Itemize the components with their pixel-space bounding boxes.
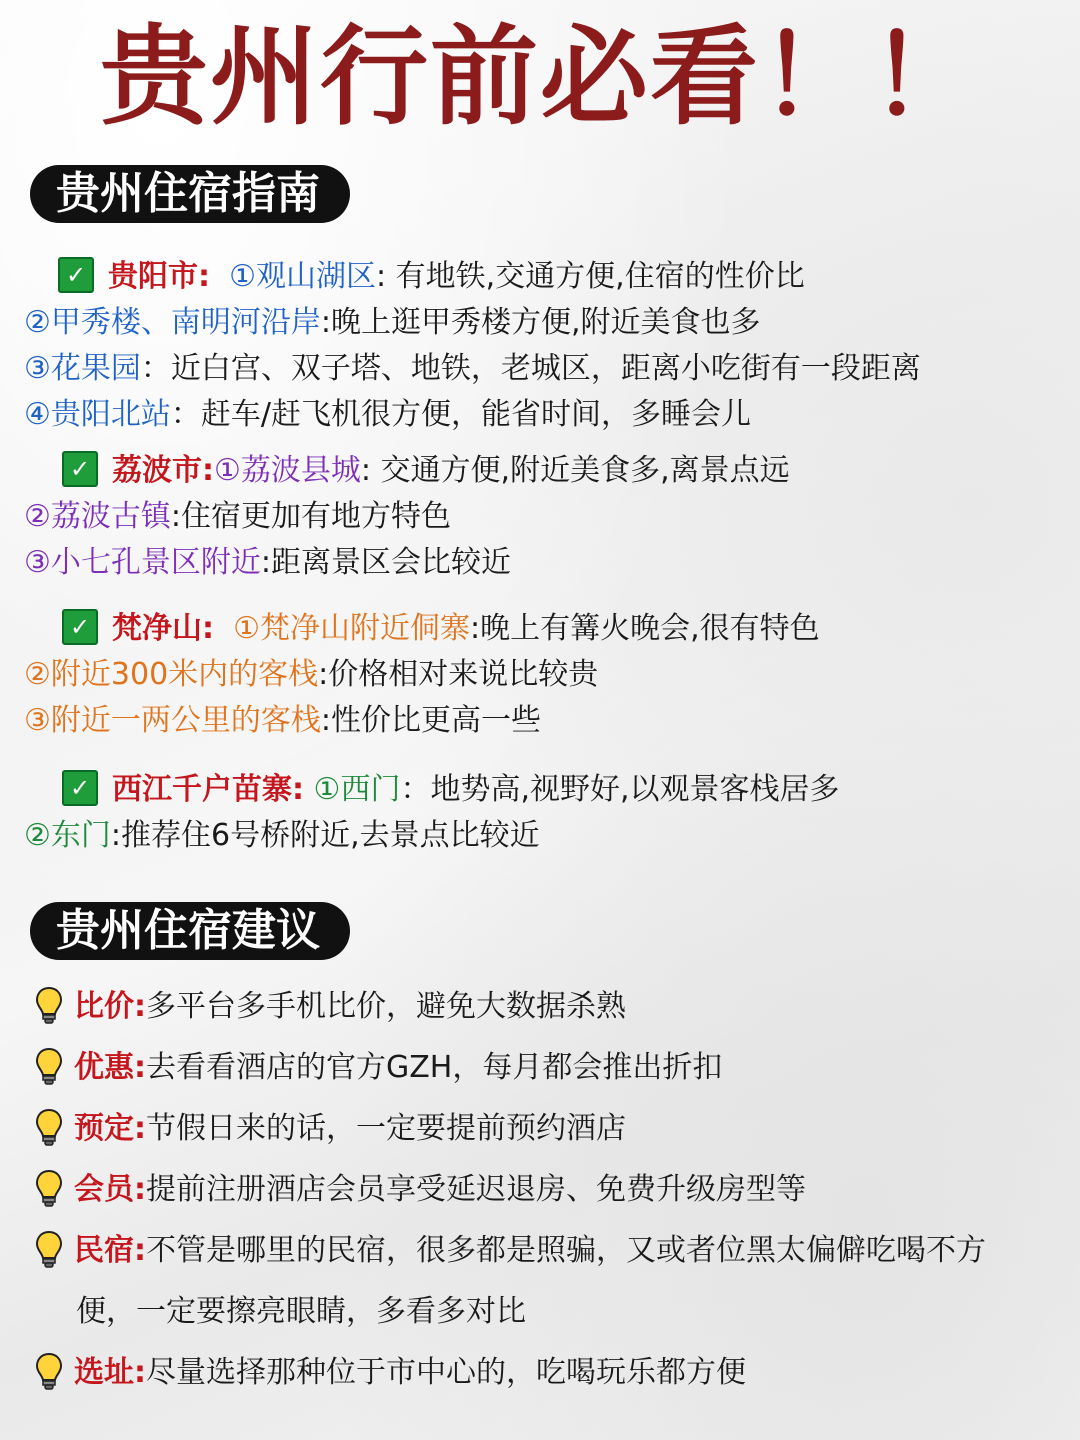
tip-label: 比价: [74,989,146,1024]
area-desc: :晚上逛甲秀楼方便,附近美食也多 [320,305,761,340]
city-label-libo: 荔波市: [112,453,214,488]
area-name: ②荔波古镇 [24,499,171,534]
area-name: ③附近一两公里的客栈 [24,703,321,738]
fanjingshan-header-line [62,609,820,649]
check-icon: ✓ [62,609,98,645]
lightbulb-icon [34,1230,64,1270]
tip-label: 优惠: [74,1050,146,1085]
section-heading-accommodation-tips: 贵州住宿建议 [30,902,350,960]
area-name: ③花果园 [24,351,141,386]
list-item [24,395,751,435]
city-label-guiyang: 贵阳市: [108,259,210,294]
area-desc: :价格相对来说比较贵 [318,657,599,692]
tip-text: 尽量选择那种位于市中心的，吃喝玩乐都方便 [146,1355,746,1390]
tip-label: 民宿: [74,1233,146,1268]
area-name: ②甲秀楼、南明河沿岸 [24,305,321,340]
area-libo-county: ①荔波县城 [214,453,361,488]
tip-item [34,987,626,1028]
lightbulb-icon [34,1352,64,1392]
lightbulb-icon [34,1108,64,1148]
tip-item [34,1353,746,1394]
xijiang-header-line [62,770,840,810]
city-label-xijiang: 西江千户苗寨: [112,772,304,807]
tip-item [34,1109,626,1150]
guiyang-header-line [58,257,805,297]
area-desc: :距离景区会比较近 [260,545,512,580]
check-icon: ✓ [58,257,94,293]
list-item [24,816,540,856]
list-item [24,655,598,695]
area-desc: :性价比更高一些 [320,703,542,738]
area-name: ④贵阳北站 [24,397,171,432]
tip-item [34,1048,722,1089]
tip-text: 提前注册酒店会员享受延迟退房、免费升级房型等 [146,1172,806,1207]
list-item [24,497,451,537]
area-name: ②东门 [24,818,111,853]
tip-text: 去看看酒店的官方GZH，每月都会推出折扣 [146,1050,723,1085]
tip-continuation: 便，一定要擦亮眼睛，多看多对比 [76,1294,526,1329]
tip-text: 不管是哪里的民宿，很多都是照骗，又或者位黑太偏僻吃喝不方 [146,1233,986,1268]
tip-text: 节假日来的话，一定要提前预约酒店 [146,1111,626,1146]
area-desc: :推荐住6号桥附近,去景点比较近 [110,818,540,853]
area-desc: : 交通方便,附近美食多,离景点远 [360,453,790,488]
area-guanshanhu: ①观山湖区 [229,259,376,294]
list-item [24,349,921,389]
tip-item [34,1231,986,1272]
area-desc: ：赶车/赶飞机很方便，能省时间，多睡会儿 [170,397,752,432]
lightbulb-icon [34,1047,64,1087]
tip-label: 会员: [74,1172,146,1207]
lightbulb-icon [34,986,64,1026]
section-heading-accommodation-guide: 贵州住宿指南 [30,165,350,223]
area-desc: : 有地铁,交通方便,住宿的性价比 [375,259,805,294]
tip-item [34,1170,806,1211]
libo-header-line [62,451,790,491]
list-item [24,303,761,343]
area-desc: :住宿更加有地方特色 [170,499,452,534]
area-desc: ：近白宫、双子塔、地铁，老城区，距离小吃街有一段距离 [140,351,921,386]
area-west-gate: ①西门 [313,772,401,807]
area-dong-village: ①梵净山附近侗寨 [233,611,470,646]
area-desc: ：地势高,视野好,以观景客栈居多 [400,772,840,807]
check-icon: ✓ [62,451,98,487]
page-title: 贵州行前必看！！ [99,15,980,140]
tip-label: 预定: [74,1111,146,1146]
lightbulb-icon [34,1169,64,1209]
city-label-fanjingshan: 梵净山: [112,611,214,646]
area-name: ②附近300米内的客栈 [24,657,319,692]
tip-label: 选址: [74,1355,146,1390]
tip-text: 多平台多手机比价，避免大数据杀熟 [146,989,626,1024]
list-item [24,701,541,741]
check-icon: ✓ [62,770,98,806]
area-desc: :晚上有篝火晚会,很有特色 [469,611,820,646]
area-name: ③小七孔景区附近 [24,545,261,580]
list-item [24,543,511,583]
